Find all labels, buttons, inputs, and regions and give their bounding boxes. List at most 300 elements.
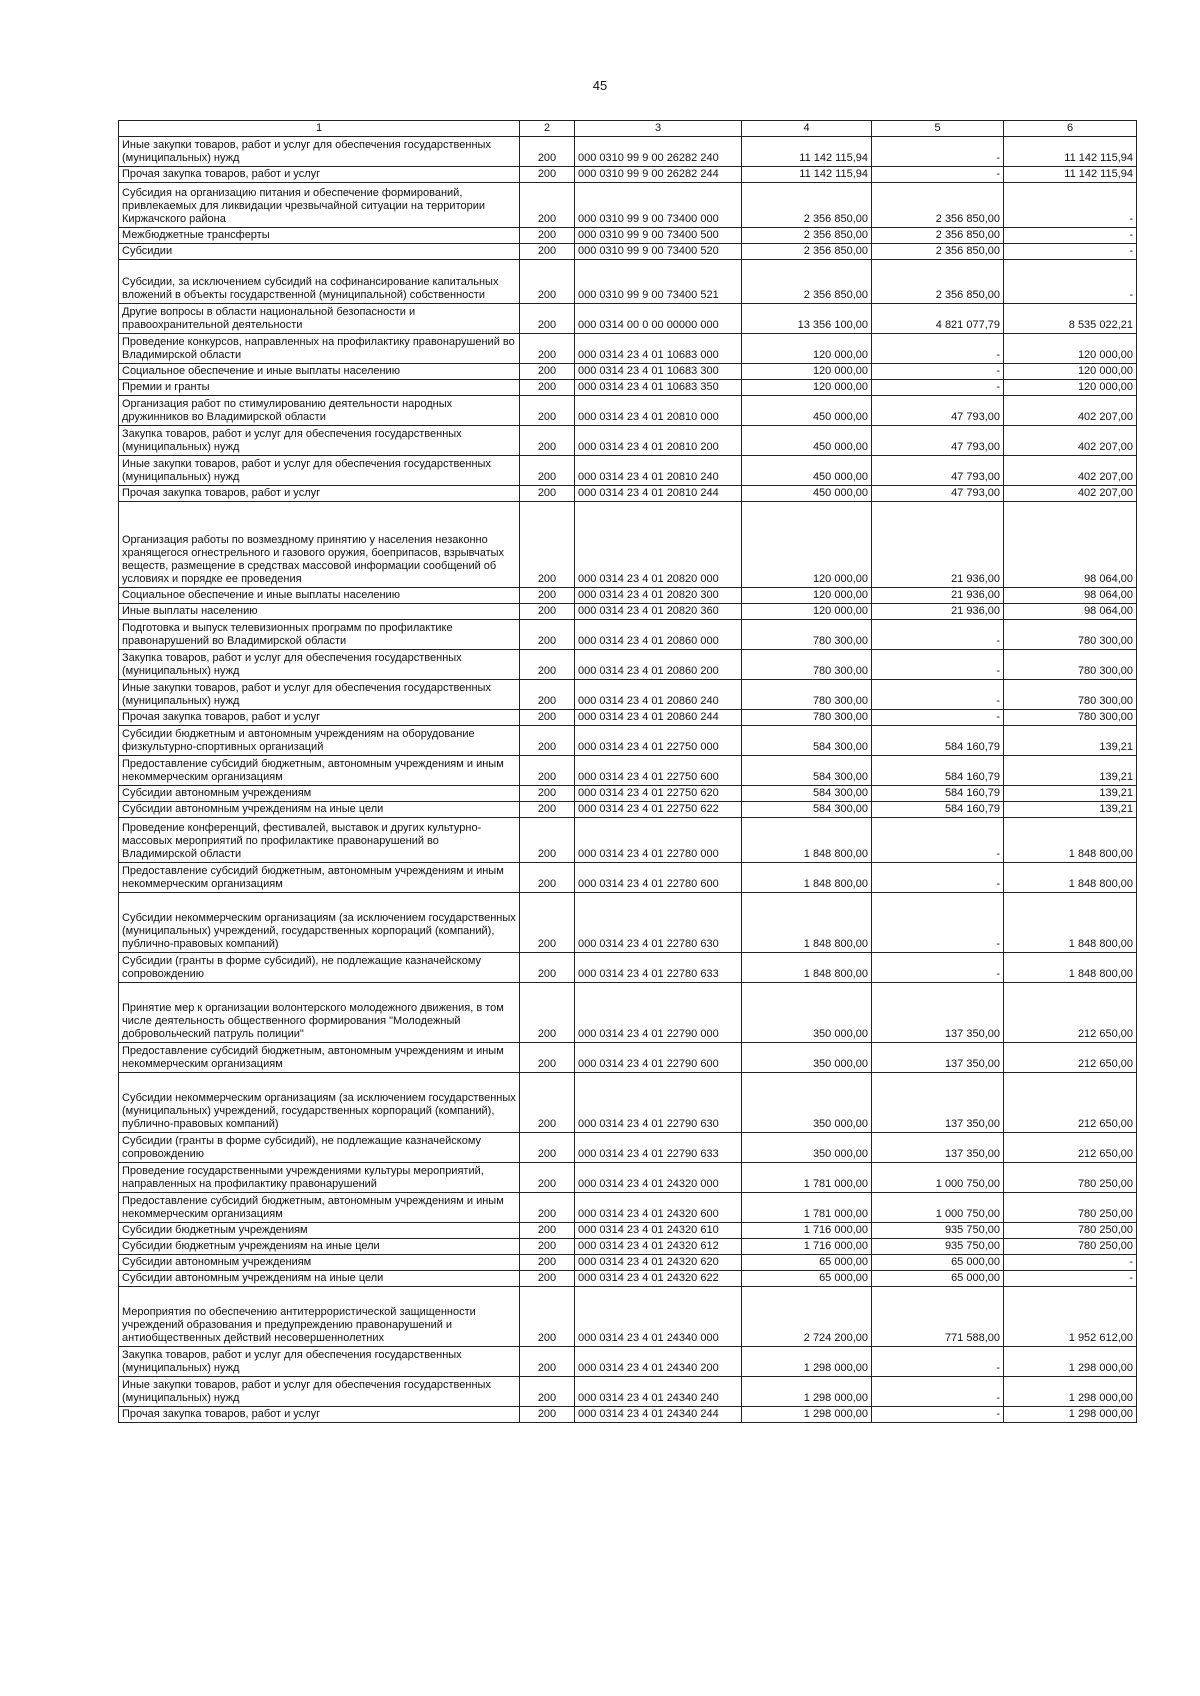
row-executed-amount-cell: -: [872, 1347, 1004, 1377]
row-unexecuted-amount-cell: 780 250,00: [1004, 1193, 1137, 1223]
row-name-cell: Субсидии автономным учреждениям: [119, 786, 520, 802]
row-name-cell: Субсидии автономным учреждениям на иные цели: [119, 802, 520, 818]
table-row: [119, 756, 1137, 786]
row-budget-code-cell: 000 0314 23 4 01 22790 630: [575, 1073, 742, 1133]
row-approved-amount-cell: 2 356 850,00: [742, 228, 872, 244]
row-name-cell: Закупка товаров, работ и услуг для обеспечения государственных (муниципальных) нужд: [119, 650, 520, 680]
row-executed-amount-cell: 771 588,00: [872, 1287, 1004, 1347]
row-approved-amount-cell: 780 300,00: [742, 620, 872, 650]
row-approved-amount-cell: 120 000,00: [742, 334, 872, 364]
row-name-cell: Субсидии автономным учреждениям на иные цели: [119, 1271, 520, 1287]
row-name-cell: Субсидия на организацию питания и обеспечение формирований, привлекаемых для ликвидации чрезвычайной ситуации на территории Киржачского района: [119, 183, 520, 228]
table-row: [119, 380, 1137, 396]
row-unexecuted-amount-cell: 780 300,00: [1004, 650, 1137, 680]
table-row: [119, 244, 1137, 260]
table-row: [119, 710, 1137, 726]
column-header: 1: [119, 121, 520, 137]
row-executed-amount-cell: -: [872, 137, 1004, 167]
row-budget-code-cell: 000 0314 23 4 01 22750 622: [575, 802, 742, 818]
row-unexecuted-amount-cell: 780 250,00: [1004, 1163, 1137, 1193]
row-unexecuted-amount-cell: 402 207,00: [1004, 486, 1137, 502]
row-name-cell: Прочая закупка товаров, работ и услуг: [119, 486, 520, 502]
row-admin-code-cell: 200: [520, 1223, 575, 1239]
table-row: [119, 726, 1137, 756]
row-admin-code-cell: 200: [520, 304, 575, 334]
row-admin-code-cell: 200: [520, 486, 575, 502]
row-name-cell: Иные закупки товаров, работ и услуг для обеспечения государственных (муниципальных) нужд: [119, 1377, 520, 1407]
row-admin-code-cell: 200: [520, 802, 575, 818]
row-unexecuted-amount-cell: -: [1004, 228, 1137, 244]
row-admin-code-cell: 200: [520, 1271, 575, 1287]
row-approved-amount-cell: 120 000,00: [742, 364, 872, 380]
row-approved-amount-cell: 450 000,00: [742, 486, 872, 502]
row-name-cell: Проведение государственными учреждениями культуры мероприятий, направленных на профилактику правонарушений: [119, 1163, 520, 1193]
row-approved-amount-cell: 584 300,00: [742, 756, 872, 786]
row-executed-amount-cell: -: [872, 364, 1004, 380]
row-unexecuted-amount-cell: 120 000,00: [1004, 334, 1137, 364]
row-budget-code-cell: 000 0314 23 4 01 24320 612: [575, 1239, 742, 1255]
row-approved-amount-cell: 1 848 800,00: [742, 893, 872, 953]
row-name-cell: Иные закупки товаров, работ и услуг для обеспечения государственных (муниципальных) нужд: [119, 456, 520, 486]
row-name-cell: Проведение конференций, фестивалей, выставок и других культурно-массовых мероприятий по профилактике правонарушений во Владимирской области: [119, 818, 520, 863]
row-approved-amount-cell: 13 356 100,00: [742, 304, 872, 334]
row-approved-amount-cell: 11 142 115,94: [742, 137, 872, 167]
row-approved-amount-cell: 2 356 850,00: [742, 183, 872, 228]
row-approved-amount-cell: 120 000,00: [742, 604, 872, 620]
row-admin-code-cell: 200: [520, 364, 575, 380]
row-executed-amount-cell: 137 350,00: [872, 1043, 1004, 1073]
row-approved-amount-cell: 1 298 000,00: [742, 1377, 872, 1407]
row-admin-code-cell: 200: [520, 456, 575, 486]
row-executed-amount-cell: -: [872, 1407, 1004, 1423]
row-approved-amount-cell: 11 142 115,94: [742, 167, 872, 183]
row-name-cell: Иные выплаты населению: [119, 604, 520, 620]
row-admin-code-cell: 200: [520, 710, 575, 726]
row-name-cell: Социальное обеспечение и иные выплаты населению: [119, 588, 520, 604]
row-name-cell: Субсидии (гранты в форме субсидий), не подлежащие казначейскому сопровождению: [119, 953, 520, 983]
table-row: [119, 1193, 1137, 1223]
row-executed-amount-cell: 137 350,00: [872, 1133, 1004, 1163]
row-executed-amount-cell: -: [872, 680, 1004, 710]
row-admin-code-cell: 200: [520, 726, 575, 756]
row-name-cell: Прочая закупка товаров, работ и услуг: [119, 710, 520, 726]
row-approved-amount-cell: 1 848 800,00: [742, 818, 872, 863]
row-name-cell: Субсидии некоммерческим организациям (за исключением государственных (муниципальных) учреждений, государственных корпораций (компаний), публично-правовых компаний): [119, 1073, 520, 1133]
row-executed-amount-cell: 1 000 750,00: [872, 1193, 1004, 1223]
row-budget-code-cell: 000 0310 99 9 00 26282 244: [575, 167, 742, 183]
table-row: [119, 802, 1137, 818]
row-budget-code-cell: 000 0314 23 4 01 24340 200: [575, 1347, 742, 1377]
table-row: [119, 167, 1137, 183]
row-unexecuted-amount-cell: 780 250,00: [1004, 1223, 1137, 1239]
row-budget-code-cell: 000 0314 23 4 01 20860 200: [575, 650, 742, 680]
table-row: [119, 1223, 1137, 1239]
row-admin-code-cell: 200: [520, 137, 575, 167]
row-executed-amount-cell: 47 793,00: [872, 426, 1004, 456]
table-row: [119, 604, 1137, 620]
row-budget-code-cell: 000 0310 99 9 00 73400 500: [575, 228, 742, 244]
row-admin-code-cell: 200: [520, 1163, 575, 1193]
row-unexecuted-amount-cell: 212 650,00: [1004, 1073, 1137, 1133]
row-admin-code-cell: 200: [520, 1193, 575, 1223]
row-name-cell: Субсидии, за исключением субсидий на софинансирование капитальных вложений в объекты государственной (муниципальной) собственности: [119, 260, 520, 304]
row-budget-code-cell: 000 0314 23 4 01 22790 633: [575, 1133, 742, 1163]
row-approved-amount-cell: 350 000,00: [742, 1133, 872, 1163]
column-header: 6: [1004, 121, 1137, 137]
row-executed-amount-cell: -: [872, 334, 1004, 364]
table-row: [119, 502, 1137, 588]
row-executed-amount-cell: 2 356 850,00: [872, 228, 1004, 244]
row-approved-amount-cell: 1 716 000,00: [742, 1239, 872, 1255]
row-budget-code-cell: 000 0314 23 4 01 24340 000: [575, 1287, 742, 1347]
row-budget-code-cell: 000 0314 23 4 01 20810 240: [575, 456, 742, 486]
column-number-header: [119, 121, 1137, 137]
row-admin-code-cell: 200: [520, 426, 575, 456]
table-row: [119, 953, 1137, 983]
row-budget-code-cell: 000 0314 23 4 01 22780 630: [575, 893, 742, 953]
row-unexecuted-amount-cell: -: [1004, 1255, 1137, 1271]
table-row: [119, 1407, 1137, 1423]
row-approved-amount-cell: 350 000,00: [742, 1073, 872, 1133]
row-budget-code-cell: 000 0314 23 4 01 20810 200: [575, 426, 742, 456]
row-executed-amount-cell: 935 750,00: [872, 1223, 1004, 1239]
row-approved-amount-cell: 1 781 000,00: [742, 1193, 872, 1223]
table-row: [119, 1271, 1137, 1287]
row-admin-code-cell: 200: [520, 228, 575, 244]
row-executed-amount-cell: 584 160,79: [872, 786, 1004, 802]
row-unexecuted-amount-cell: 139,21: [1004, 786, 1137, 802]
row-admin-code-cell: 200: [520, 620, 575, 650]
row-budget-code-cell: 000 0314 23 4 01 20860 000: [575, 620, 742, 650]
row-budget-code-cell: 000 0314 23 4 01 22790 000: [575, 983, 742, 1043]
table-row: [119, 650, 1137, 680]
row-approved-amount-cell: 584 300,00: [742, 786, 872, 802]
table-row: [119, 334, 1137, 364]
row-unexecuted-amount-cell: -: [1004, 183, 1137, 228]
row-executed-amount-cell: -: [872, 620, 1004, 650]
table-row: [119, 1073, 1137, 1133]
row-executed-amount-cell: -: [872, 650, 1004, 680]
row-admin-code-cell: 200: [520, 786, 575, 802]
row-name-cell: Субсидии бюджетным учреждениям: [119, 1223, 520, 1239]
row-admin-code-cell: 200: [520, 680, 575, 710]
row-name-cell: Субсидии бюджетным и автономным учреждениям на оборудование физкультурно-спортивных организаций: [119, 726, 520, 756]
table-row: [119, 818, 1137, 863]
row-unexecuted-amount-cell: 1 298 000,00: [1004, 1347, 1137, 1377]
row-name-cell: Субсидии бюджетным учреждениям на иные цели: [119, 1239, 520, 1255]
row-admin-code-cell: 200: [520, 260, 575, 304]
table-row: [119, 863, 1137, 893]
row-name-cell: Закупка товаров, работ и услуг для обеспечения государственных (муниципальных) нужд: [119, 426, 520, 456]
row-budget-code-cell: 000 0314 23 4 01 20820 000: [575, 502, 742, 588]
row-executed-amount-cell: 4 821 077,79: [872, 304, 1004, 334]
row-name-cell: Предоставление субсидий бюджетным, автономным учреждениям и иным некоммерческим организациям: [119, 1043, 520, 1073]
row-executed-amount-cell: -: [872, 818, 1004, 863]
row-unexecuted-amount-cell: 212 650,00: [1004, 1043, 1137, 1073]
table-row: [119, 1043, 1137, 1073]
row-admin-code-cell: 200: [520, 1255, 575, 1271]
row-executed-amount-cell: -: [872, 863, 1004, 893]
row-admin-code-cell: 200: [520, 1287, 575, 1347]
row-approved-amount-cell: 65 000,00: [742, 1255, 872, 1271]
row-admin-code-cell: 200: [520, 244, 575, 260]
row-name-cell: Другие вопросы в области национальной безопасности и правоохранительной деятельности: [119, 304, 520, 334]
row-approved-amount-cell: 2 356 850,00: [742, 244, 872, 260]
row-name-cell: Субсидии (гранты в форме субсидий), не подлежащие казначейскому сопровождению: [119, 1133, 520, 1163]
row-budget-code-cell: 000 0314 23 4 01 24340 240: [575, 1377, 742, 1407]
row-unexecuted-amount-cell: 780 300,00: [1004, 710, 1137, 726]
row-budget-code-cell: 000 0310 99 9 00 73400 000: [575, 183, 742, 228]
table-row: [119, 893, 1137, 953]
table-row: [119, 680, 1137, 710]
row-executed-amount-cell: 1 000 750,00: [872, 1163, 1004, 1193]
row-executed-amount-cell: 21 936,00: [872, 588, 1004, 604]
row-executed-amount-cell: 47 793,00: [872, 396, 1004, 426]
table-row: [119, 786, 1137, 802]
row-unexecuted-amount-cell: 98 064,00: [1004, 588, 1137, 604]
table-row: [119, 1287, 1137, 1347]
row-admin-code-cell: 200: [520, 588, 575, 604]
row-budget-code-cell: 000 0310 99 9 00 26282 240: [575, 137, 742, 167]
row-admin-code-cell: 200: [520, 334, 575, 364]
row-approved-amount-cell: 350 000,00: [742, 983, 872, 1043]
table-row: [119, 486, 1137, 502]
row-executed-amount-cell: 2 356 850,00: [872, 260, 1004, 304]
row-approved-amount-cell: 780 300,00: [742, 710, 872, 726]
row-unexecuted-amount-cell: 139,21: [1004, 726, 1137, 756]
table-row: [119, 1239, 1137, 1255]
row-name-cell: Предоставление субсидий бюджетным, автономным учреждениям и иным некоммерческим организациям: [119, 1193, 520, 1223]
row-admin-code-cell: 200: [520, 380, 575, 396]
row-admin-code-cell: 200: [520, 983, 575, 1043]
table-row: [119, 260, 1137, 304]
row-budget-code-cell: 000 0314 23 4 01 22780 633: [575, 953, 742, 983]
row-executed-amount-cell: 65 000,00: [872, 1255, 1004, 1271]
row-name-cell: Принятие мер к организации волонтерского молодежного движения, в том числе деятельность общественного формирования "Молодежный добровольческий патруль полиции": [119, 983, 520, 1043]
row-approved-amount-cell: 1 298 000,00: [742, 1407, 872, 1423]
row-admin-code-cell: 200: [520, 167, 575, 183]
row-admin-code-cell: 200: [520, 604, 575, 620]
row-name-cell: Предоставление субсидий бюджетным, автономным учреждениям и иным некоммерческим организациям: [119, 863, 520, 893]
row-admin-code-cell: 200: [520, 1347, 575, 1377]
budget-execution-table: [118, 120, 1137, 1423]
row-approved-amount-cell: 584 300,00: [742, 726, 872, 756]
row-budget-code-cell: 000 0314 23 4 01 20810 000: [575, 396, 742, 426]
row-budget-code-cell: 000 0314 00 0 00 00000 000: [575, 304, 742, 334]
row-executed-amount-cell: -: [872, 167, 1004, 183]
page-number: 45: [592, 78, 608, 93]
row-name-cell: Премии и гранты: [119, 380, 520, 396]
row-admin-code-cell: 200: [520, 183, 575, 228]
row-budget-code-cell: 000 0314 23 4 01 22750 600: [575, 756, 742, 786]
row-unexecuted-amount-cell: 1 848 800,00: [1004, 893, 1137, 953]
row-unexecuted-amount-cell: 780 300,00: [1004, 680, 1137, 710]
table-row: [119, 228, 1137, 244]
row-executed-amount-cell: -: [872, 380, 1004, 396]
table-row: [119, 426, 1137, 456]
row-unexecuted-amount-cell: 1 952 612,00: [1004, 1287, 1137, 1347]
row-budget-code-cell: 000 0314 23 4 01 10683 350: [575, 380, 742, 396]
row-name-cell: Прочая закупка товаров, работ и услуг: [119, 1407, 520, 1423]
row-executed-amount-cell: -: [872, 1377, 1004, 1407]
row-approved-amount-cell: 2 356 850,00: [742, 260, 872, 304]
row-unexecuted-amount-cell: 11 142 115,94: [1004, 167, 1137, 183]
row-unexecuted-amount-cell: 402 207,00: [1004, 456, 1137, 486]
row-budget-code-cell: 000 0310 99 9 00 73400 521: [575, 260, 742, 304]
row-name-cell: Субсидии некоммерческим организациям (за исключением государственных (муниципальных) учреждений, государственных корпораций (компаний), публично-правовых компаний): [119, 893, 520, 953]
row-approved-amount-cell: 780 300,00: [742, 650, 872, 680]
table-row: [119, 1347, 1137, 1377]
row-unexecuted-amount-cell: 1 848 800,00: [1004, 818, 1137, 863]
row-executed-amount-cell: -: [872, 710, 1004, 726]
row-name-cell: Субсидии: [119, 244, 520, 260]
row-admin-code-cell: 200: [520, 650, 575, 680]
column-header: 2: [520, 121, 575, 137]
table-row: [119, 137, 1137, 167]
row-approved-amount-cell: 65 000,00: [742, 1271, 872, 1287]
row-admin-code-cell: 200: [520, 1043, 575, 1073]
row-budget-code-cell: 000 0314 23 4 01 22750 620: [575, 786, 742, 802]
row-unexecuted-amount-cell: 1 848 800,00: [1004, 953, 1137, 983]
table-row: [119, 396, 1137, 426]
row-name-cell: Подготовка и выпуск телевизионных программ по профилактике правонарушений во Владимирской области: [119, 620, 520, 650]
row-unexecuted-amount-cell: 212 650,00: [1004, 983, 1137, 1043]
row-name-cell: Межбюджетные трансферты: [119, 228, 520, 244]
row-budget-code-cell: 000 0314 23 4 01 20810 244: [575, 486, 742, 502]
row-approved-amount-cell: 350 000,00: [742, 1043, 872, 1073]
row-budget-code-cell: 000 0314 23 4 01 20820 360: [575, 604, 742, 620]
row-executed-amount-cell: 47 793,00: [872, 456, 1004, 486]
row-admin-code-cell: 200: [520, 396, 575, 426]
column-header: 5: [872, 121, 1004, 137]
row-approved-amount-cell: 450 000,00: [742, 396, 872, 426]
row-budget-code-cell: 000 0314 23 4 01 20860 240: [575, 680, 742, 710]
row-unexecuted-amount-cell: 98 064,00: [1004, 502, 1137, 588]
row-name-cell: Социальное обеспечение и иные выплаты населению: [119, 364, 520, 380]
row-budget-code-cell: 000 0314 23 4 01 24320 622: [575, 1271, 742, 1287]
row-executed-amount-cell: 2 356 850,00: [872, 183, 1004, 228]
row-approved-amount-cell: 1 848 800,00: [742, 953, 872, 983]
row-admin-code-cell: 200: [520, 1239, 575, 1255]
row-name-cell: Организация работы по возмездному принятию у населения незаконно хранящегося огнестрельного и газового оружия, боеприпасов, взрывчатых веществ, размещение в средствах массовой информации сообщений об условиях и порядке ее проведения: [119, 502, 520, 588]
row-approved-amount-cell: 120 000,00: [742, 502, 872, 588]
row-budget-code-cell: 000 0314 23 4 01 22790 600: [575, 1043, 742, 1073]
row-executed-amount-cell: 47 793,00: [872, 486, 1004, 502]
column-header: 4: [742, 121, 872, 137]
row-approved-amount-cell: 450 000,00: [742, 426, 872, 456]
row-executed-amount-cell: 584 160,79: [872, 726, 1004, 756]
row-unexecuted-amount-cell: 139,21: [1004, 802, 1137, 818]
row-executed-amount-cell: -: [872, 893, 1004, 953]
row-approved-amount-cell: 450 000,00: [742, 456, 872, 486]
row-executed-amount-cell: 65 000,00: [872, 1271, 1004, 1287]
row-unexecuted-amount-cell: 120 000,00: [1004, 380, 1137, 396]
row-budget-code-cell: 000 0314 23 4 01 24340 244: [575, 1407, 742, 1423]
row-admin-code-cell: 200: [520, 863, 575, 893]
row-approved-amount-cell: 2 724 200,00: [742, 1287, 872, 1347]
row-unexecuted-amount-cell: 780 250,00: [1004, 1239, 1137, 1255]
row-unexecuted-amount-cell: 212 650,00: [1004, 1133, 1137, 1163]
row-executed-amount-cell: 935 750,00: [872, 1239, 1004, 1255]
row-budget-code-cell: 000 0314 23 4 01 24320 600: [575, 1193, 742, 1223]
row-name-cell: Иные закупки товаров, работ и услуг для обеспечения государственных (муниципальных) нужд: [119, 137, 520, 167]
row-budget-code-cell: 000 0314 23 4 01 22780 600: [575, 863, 742, 893]
row-approved-amount-cell: 1 781 000,00: [742, 1163, 872, 1193]
row-admin-code-cell: 200: [520, 893, 575, 953]
row-executed-amount-cell: -: [872, 953, 1004, 983]
table-row: [119, 304, 1137, 334]
row-admin-code-cell: 200: [520, 1073, 575, 1133]
row-unexecuted-amount-cell: 120 000,00: [1004, 364, 1137, 380]
row-executed-amount-cell: 2 356 850,00: [872, 244, 1004, 260]
row-unexecuted-amount-cell: 780 300,00: [1004, 620, 1137, 650]
column-header: 3: [575, 121, 742, 137]
row-unexecuted-amount-cell: -: [1004, 244, 1137, 260]
table-row: [119, 588, 1137, 604]
row-unexecuted-amount-cell: 1 298 000,00: [1004, 1377, 1137, 1407]
row-approved-amount-cell: 1 716 000,00: [742, 1223, 872, 1239]
row-name-cell: Субсидии автономным учреждениям: [119, 1255, 520, 1271]
row-unexecuted-amount-cell: 11 142 115,94: [1004, 137, 1137, 167]
row-name-cell: Предоставление субсидий бюджетным, автономным учреждениям и иным некоммерческим организациям: [119, 756, 520, 786]
row-name-cell: Организация работ по стимулированию деятельности народных дружинников во Владимирской области: [119, 396, 520, 426]
row-executed-amount-cell: 21 936,00: [872, 502, 1004, 588]
row-name-cell: Иные закупки товаров, работ и услуг для обеспечения государственных (муниципальных) нужд: [119, 680, 520, 710]
row-unexecuted-amount-cell: 1 848 800,00: [1004, 863, 1137, 893]
row-budget-code-cell: 000 0314 23 4 01 24320 000: [575, 1163, 742, 1193]
row-name-cell: Мероприятия по обеспечению антитеррористической защищенности учреждений образования и предупреждению правонарушений и антиобщественных действий несовершеннолетних: [119, 1287, 520, 1347]
row-executed-amount-cell: 137 350,00: [872, 983, 1004, 1043]
row-budget-code-cell: 000 0314 23 4 01 20820 300: [575, 588, 742, 604]
table-row: [119, 1133, 1137, 1163]
row-admin-code-cell: 200: [520, 818, 575, 863]
table-row: [119, 183, 1137, 228]
row-budget-code-cell: 000 0314 23 4 01 10683 000: [575, 334, 742, 364]
row-unexecuted-amount-cell: 402 207,00: [1004, 396, 1137, 426]
table-body: [119, 137, 1137, 1423]
row-budget-code-cell: 000 0314 23 4 01 20860 244: [575, 710, 742, 726]
table-row: [119, 456, 1137, 486]
row-budget-code-cell: 000 0310 99 9 00 73400 520: [575, 244, 742, 260]
row-admin-code-cell: 200: [520, 1133, 575, 1163]
row-executed-amount-cell: 21 936,00: [872, 604, 1004, 620]
table-row: [119, 983, 1137, 1043]
row-admin-code-cell: 200: [520, 1377, 575, 1407]
row-admin-code-cell: 200: [520, 502, 575, 588]
row-unexecuted-amount-cell: 8 535 022,21: [1004, 304, 1137, 334]
row-executed-amount-cell: 137 350,00: [872, 1073, 1004, 1133]
row-name-cell: Прочая закупка товаров, работ и услуг: [119, 167, 520, 183]
row-executed-amount-cell: 584 160,79: [872, 756, 1004, 786]
row-unexecuted-amount-cell: 402 207,00: [1004, 426, 1137, 456]
row-unexecuted-amount-cell: -: [1004, 1271, 1137, 1287]
row-budget-code-cell: 000 0314 23 4 01 22780 000: [575, 818, 742, 863]
row-budget-code-cell: 000 0314 23 4 01 10683 300: [575, 364, 742, 380]
table-row: [119, 1163, 1137, 1193]
row-unexecuted-amount-cell: -: [1004, 260, 1137, 304]
row-executed-amount-cell: 584 160,79: [872, 802, 1004, 818]
table-row: [119, 364, 1137, 380]
row-unexecuted-amount-cell: 139,21: [1004, 756, 1137, 786]
row-name-cell: Закупка товаров, работ и услуг для обеспечения государственных (муниципальных) нужд: [119, 1347, 520, 1377]
row-unexecuted-amount-cell: 98 064,00: [1004, 604, 1137, 620]
row-approved-amount-cell: 780 300,00: [742, 680, 872, 710]
row-approved-amount-cell: 584 300,00: [742, 802, 872, 818]
row-admin-code-cell: 200: [520, 953, 575, 983]
table-row: [119, 1377, 1137, 1407]
row-budget-code-cell: 000 0314 23 4 01 24320 620: [575, 1255, 742, 1271]
table-row: [119, 1255, 1137, 1271]
